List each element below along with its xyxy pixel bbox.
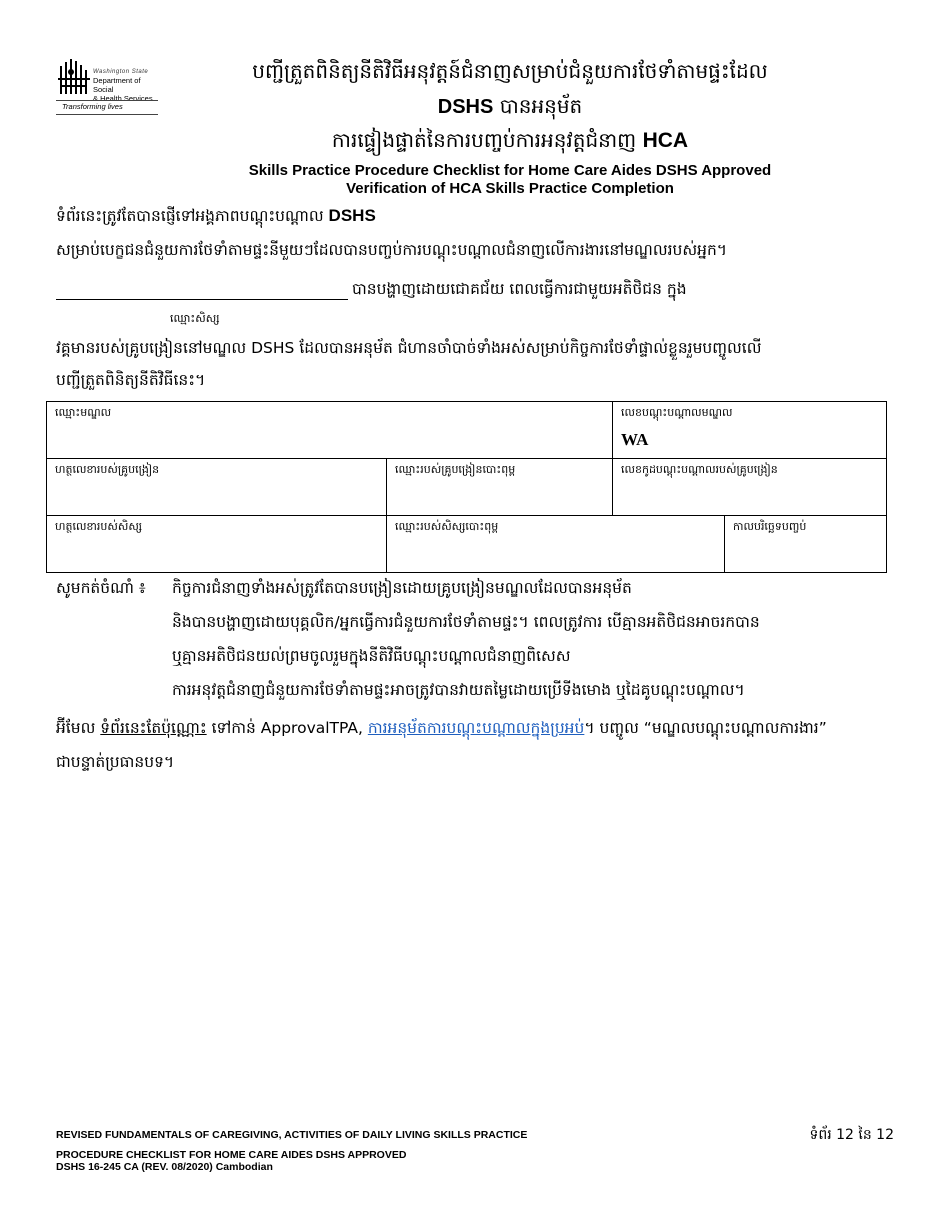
intro-line-1-text: ទំព័រនេះត្រូវតែបានផ្ញើទៅអង្គភាពបណ្តុះបណ្តាល bbox=[56, 207, 329, 225]
intro-line-3: បានបង្ហាញដោយជោគជ័យ ពេលធ្វើការជាមួយអតិថិជន ក្នុង bbox=[352, 280, 687, 298]
title-khmer-1: បញ្ជីត្រួតពិនិត្យនីតិវិធីអនុវត្តន៍ជំនាញសម្រាប់ជំនួយការថែទាំតាមផ្ទះដែល bbox=[252, 59, 768, 83]
intro-line-5: បញ្ជីត្រួតពិនិត្យនីតិវិធីនេះ។ bbox=[56, 371, 206, 389]
page-total: 12 bbox=[876, 1127, 894, 1143]
title-khmer-3-bold: HCA bbox=[642, 129, 689, 152]
student-name-field[interactable] bbox=[56, 299, 348, 300]
note-line-3: ឬគ្មានអតិថិជនយល់ព្រមចូលរួមក្នុងនីតិវិធីបណ្តុះបណ្តាលជំនាញពិសេស bbox=[172, 647, 571, 665]
intro-line-4: វគ្គមានរបស់គ្រូបង្រៀននៅមណ្ឌល DSHS ដែលបានអនុម័ត ជំហានចាំបាច់ទាំងអស់សម្រាប់កិច្ចការថែទាំផ្ទាល់ខ្លួនរួមបញ្ចូលលើ bbox=[56, 339, 762, 357]
logo-divider bbox=[56, 100, 158, 101]
instructor-print-name-cell[interactable] bbox=[387, 459, 613, 516]
page-number bbox=[809, 1125, 894, 1146]
approval-underlined: ទំព័រនេះតែប៉ុណ្ណោះ bbox=[100, 719, 207, 737]
instructor-signature-cell[interactable] bbox=[47, 459, 387, 516]
student-print-name-label: ឈ្មោះរបស់សិស្សបោះពុម្ព bbox=[395, 520, 499, 533]
intro-line-1-bold: DSHS bbox=[328, 206, 376, 225]
logo-dept-line1: Department of Social bbox=[93, 76, 141, 94]
center-id-value: WA bbox=[621, 430, 649, 449]
title-khmer-3-text: ការផ្ទៀងផ្ទាត់នៃការបញ្ចប់ការអនុវត្តជំនាញ bbox=[331, 128, 643, 152]
student-name-label: ឈ្មោះសិស្ស bbox=[170, 312, 220, 325]
approval-inbox-link[interactable]: ការអនុម័តការបណ្តុះបណ្តាលក្នុងប្រអប់ bbox=[367, 719, 585, 737]
center-id-label: លេខបណ្តុះបណ្តាលមណ្ឌល bbox=[621, 406, 733, 419]
verification-form bbox=[46, 401, 887, 573]
form-row-instructor bbox=[47, 459, 887, 516]
logo-state: Washington State bbox=[93, 69, 149, 75]
student-signature-cell[interactable] bbox=[47, 516, 387, 573]
title-english-2: Verification of HCA Skills Practice Completion bbox=[346, 180, 674, 197]
logo-dept-line2: & Health Services bbox=[93, 94, 153, 103]
instructor-id-label: លេខកូដបណ្តុះបណ្តាលរបស់គ្រូបង្រៀន bbox=[621, 463, 778, 476]
intro-line-1 bbox=[56, 206, 376, 229]
center-name-label: ឈ្មោះមណ្ឌល bbox=[55, 406, 112, 419]
form-row-student bbox=[47, 516, 887, 573]
title-khmer-3 bbox=[170, 127, 850, 157]
center-id-cell[interactable] bbox=[613, 402, 887, 459]
intro-line-2: សម្រាប់បេក្ខជនជំនួយការថែទាំតាមផ្ទះនីមួយៗដែលបានបញ្ចប់ការបណ្តុះបណ្តាលជំនាញលើការងារនៅមណ្ឌលរបស់អ្នក។ bbox=[56, 241, 728, 259]
page-label: ទំព័រ bbox=[809, 1127, 837, 1143]
instructor-print-name-label: ឈ្មោះរបស់គ្រូបង្រៀនបោះពុម្ព bbox=[395, 463, 516, 476]
approval-mid: ទៅកាន់ ApprovalTPA, bbox=[206, 719, 368, 737]
footer-form-number: DSHS 16-245 CA (REV. 08/2020) Cambodian bbox=[56, 1161, 273, 1173]
approval-line-2: ជាបន្ទាត់ប្រធានបទ។ bbox=[56, 753, 175, 771]
page-of: នៃ bbox=[853, 1127, 877, 1143]
logo-tagline: Transforming lives bbox=[62, 102, 123, 111]
logo-department bbox=[93, 76, 163, 103]
notes-label: សូមកត់ចំណាំ ៖ bbox=[56, 579, 146, 597]
instructor-id-cell[interactable] bbox=[613, 459, 887, 516]
title-english-1: Skills Practice Procedure Checklist for Home Care Aides DSHS Approved bbox=[248, 162, 772, 179]
center-name-cell[interactable] bbox=[47, 402, 613, 459]
approval-line-1 bbox=[56, 718, 827, 741]
page-current: 12 bbox=[836, 1127, 854, 1143]
student-signature-label: ហត្ថលេខារបស់សិស្ស bbox=[55, 520, 143, 533]
form-row-center bbox=[47, 402, 887, 459]
approval-prefix: អ៊ីមែល bbox=[56, 719, 101, 737]
note-line-4: ការអនុវត្តជំនាញជំនួយការថែទាំតាមផ្ទះអាចត្រូវបានវាយតម្លៃដោយប្រើទីងមោង ឬដៃគូបណ្តុះបណ្តាល។ bbox=[172, 681, 745, 699]
dshs-logo-icon bbox=[58, 58, 90, 96]
footer-line-1: REVISED FUNDAMENTALS OF CAREGIVING, ACTIVITIES OF DAILY LIVING SKILLS PRACTICE bbox=[56, 1129, 528, 1141]
completion-date-cell[interactable] bbox=[725, 516, 887, 573]
dshs-logo bbox=[56, 58, 158, 116]
instructor-signature-label: ហត្ថលេខារបស់គ្រូបង្រៀន bbox=[55, 463, 160, 476]
logo-divider-bottom bbox=[56, 114, 158, 115]
title-khmer-2-bold: DSHS bbox=[437, 96, 494, 118]
completion-date-label: កាលបរិច្ឆេទបញ្ចប់ bbox=[733, 520, 807, 533]
note-line-1: កិច្ចការជំនាញទាំងអស់ត្រូវតែបានបង្រៀនដោយគ្រូបង្រៀនមណ្ឌលដែលបានអនុម័ត bbox=[172, 579, 632, 597]
student-print-name-cell[interactable] bbox=[387, 516, 725, 573]
title-khmer-2-rest: បានអនុម័ត bbox=[493, 94, 583, 118]
note-line-2: និងបានបង្ហាញដោយបុគ្គលិក/អ្នកធ្វើការជំនួយការថែទាំតាមផ្ទះ។ ពេលត្រូវការ បើគ្មានអតិថិជនអាចរកបាន bbox=[172, 613, 760, 631]
footer-line-2: PROCEDURE CHECKLIST FOR HOME CARE AIDES DSHS APPROVED bbox=[56, 1149, 407, 1161]
approval-after-link: ។ បញ្ចូល “មណ្ឌលបណ្តុះបណ្តាលការងារ” bbox=[584, 719, 827, 737]
title-khmer-2 bbox=[170, 93, 850, 123]
